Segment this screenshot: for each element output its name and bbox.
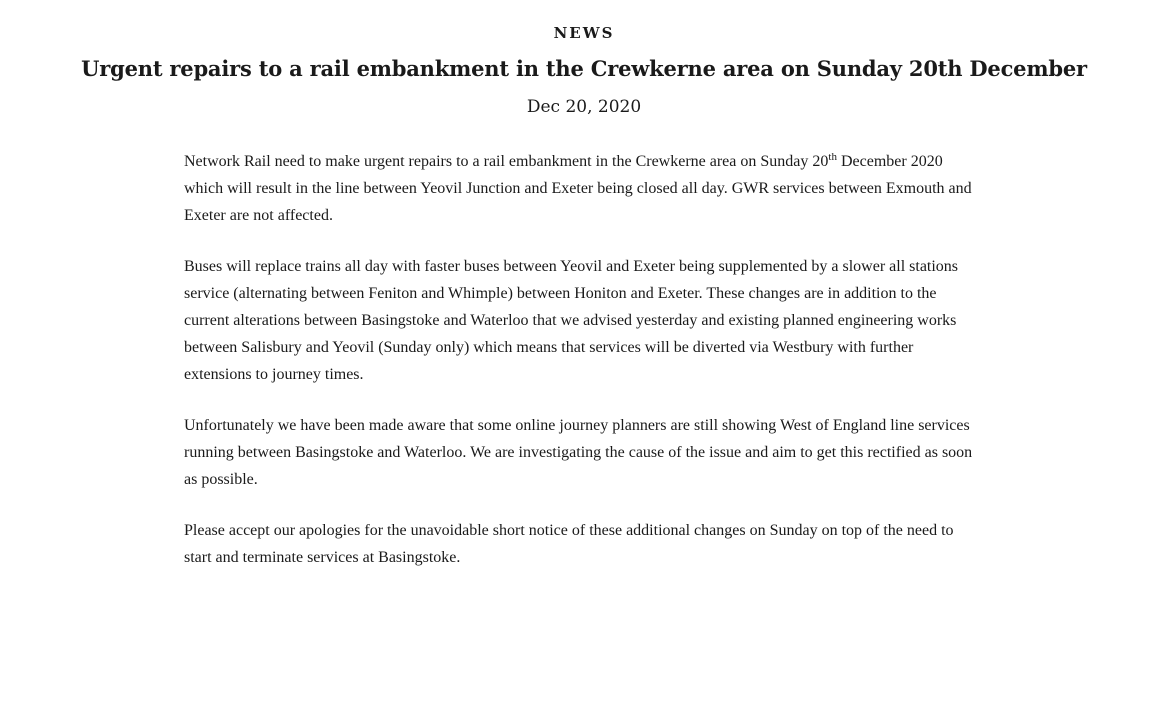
article-category[interactable]: NEWS [553, 24, 615, 42]
article-title: Urgent repairs to a rail embankment in the Crewkerne area on Sunday 20th December [81, 56, 1087, 81]
ordinal-suffix: th [828, 151, 837, 163]
paragraph-text: Network Rail need to make urgent repairs to a rail embankment in the Crewkerne area on Sunday 20 [184, 153, 829, 170]
article-paragraph: Unfortunately we have been made aware that some online journey planners are still showing West of England line services running between Basingstoke and Waterloo. We are investigating the cause of the issue and aim to get this rectified as soon as possible. [184, 417, 973, 488]
article-date: Dec 20, 2020 [526, 97, 642, 117]
article-paragraph [184, 148, 984, 229]
article-paragraph: Please accept our apologies for the unavoidable short notice of these additional changes on Sunday on top of the need to start and terminate services at Basingstoke. [184, 522, 954, 566]
paragraph-text: December 2020 which will result in the line between Yeovil Junction and Exeter being closed all day. GWR services between Exmouth and Exeter are not affected. [184, 153, 972, 224]
article-paragraph: Buses will replace trains all day with faster buses between Yeovil and Exeter being supplemented by a slower all stations service (alternating between Feniton and Whimple) between Honiton and Exeter. These changes are in addition to the current alterations between Basingstoke and Waterloo that we advised yesterday and existing planned engineering works between Salisbury and Yeovil (Sunday only) which means that services will be diverted via Westbury with further extensions to journey times. [184, 258, 959, 383]
article-body [184, 148, 984, 595]
